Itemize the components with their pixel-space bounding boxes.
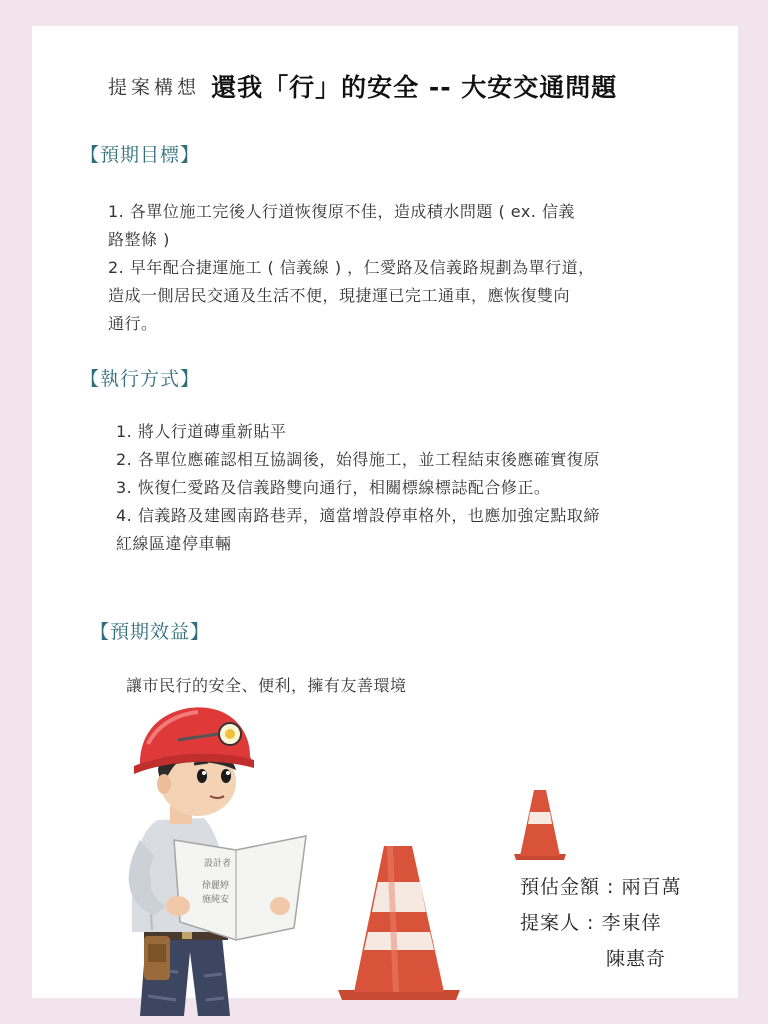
execution-line: 4. 信義路及建國南路巷弄，適當增設停車格外，也應加強定點取締: [116, 506, 600, 525]
proposer-text: 提案人 : 李東倖: [520, 912, 662, 934]
paper-name: 徐麗婷: [202, 881, 230, 891]
worker-eye: [197, 769, 207, 783]
paper-title: 設計者: [204, 859, 232, 869]
execution-line: 紅線區違停車輛: [116, 534, 232, 553]
execution-line: 2. 各單位應確認相互協調後，始得施工，並工程結束後應確實復原: [116, 450, 600, 469]
heading-expected-goals: 【預期目標】: [80, 144, 201, 166]
worker-illustration: [118, 700, 318, 1020]
worker-eye: [221, 769, 231, 783]
title-main: 還我「行」的安全 -- 大安交通問題: [211, 73, 618, 102]
heading-execution-method: 【執行方式】: [80, 368, 201, 390]
goals-line: 造成一側居民交通及生活不便，現捷運已完工通車，應恢復雙向: [108, 286, 571, 305]
heading-expected-benefits: 【預期效益】: [90, 621, 211, 643]
proposer-name-2: 陳惠奇: [606, 948, 667, 970]
budget-text: 預估金額 : 兩百萬: [520, 876, 682, 898]
traffic-cone-large: [334, 842, 464, 1002]
page-title: [108, 68, 617, 104]
goals-list: [108, 198, 595, 338]
traffic-cone-small: [512, 788, 568, 862]
title-prefix: 提案構想: [108, 76, 201, 99]
goals-line: 1. 各單位施工完後人行道恢復原不佳，造成積水問題 ( ex. 信義: [108, 202, 575, 221]
execution-line: 1. 將人行道磚重新貼平: [116, 422, 287, 441]
blueprint-paper: [174, 836, 306, 940]
paper-name: 施純安: [202, 895, 230, 905]
goals-line: 2. 早年配合捷運施工 ( 信義線 ) ，仁愛路及信義路規劃為單行道，: [108, 258, 595, 277]
benefits-text: 讓市民行的安全、便利，擁有友善環境: [126, 676, 407, 695]
execution-line: 3. 恢復仁愛路及信義路雙向通行，相關標線標誌配合修正。: [116, 478, 551, 497]
goals-line: 通行。: [108, 314, 158, 333]
goals-line: 路整條 ): [108, 230, 170, 249]
execution-list: [116, 418, 600, 558]
